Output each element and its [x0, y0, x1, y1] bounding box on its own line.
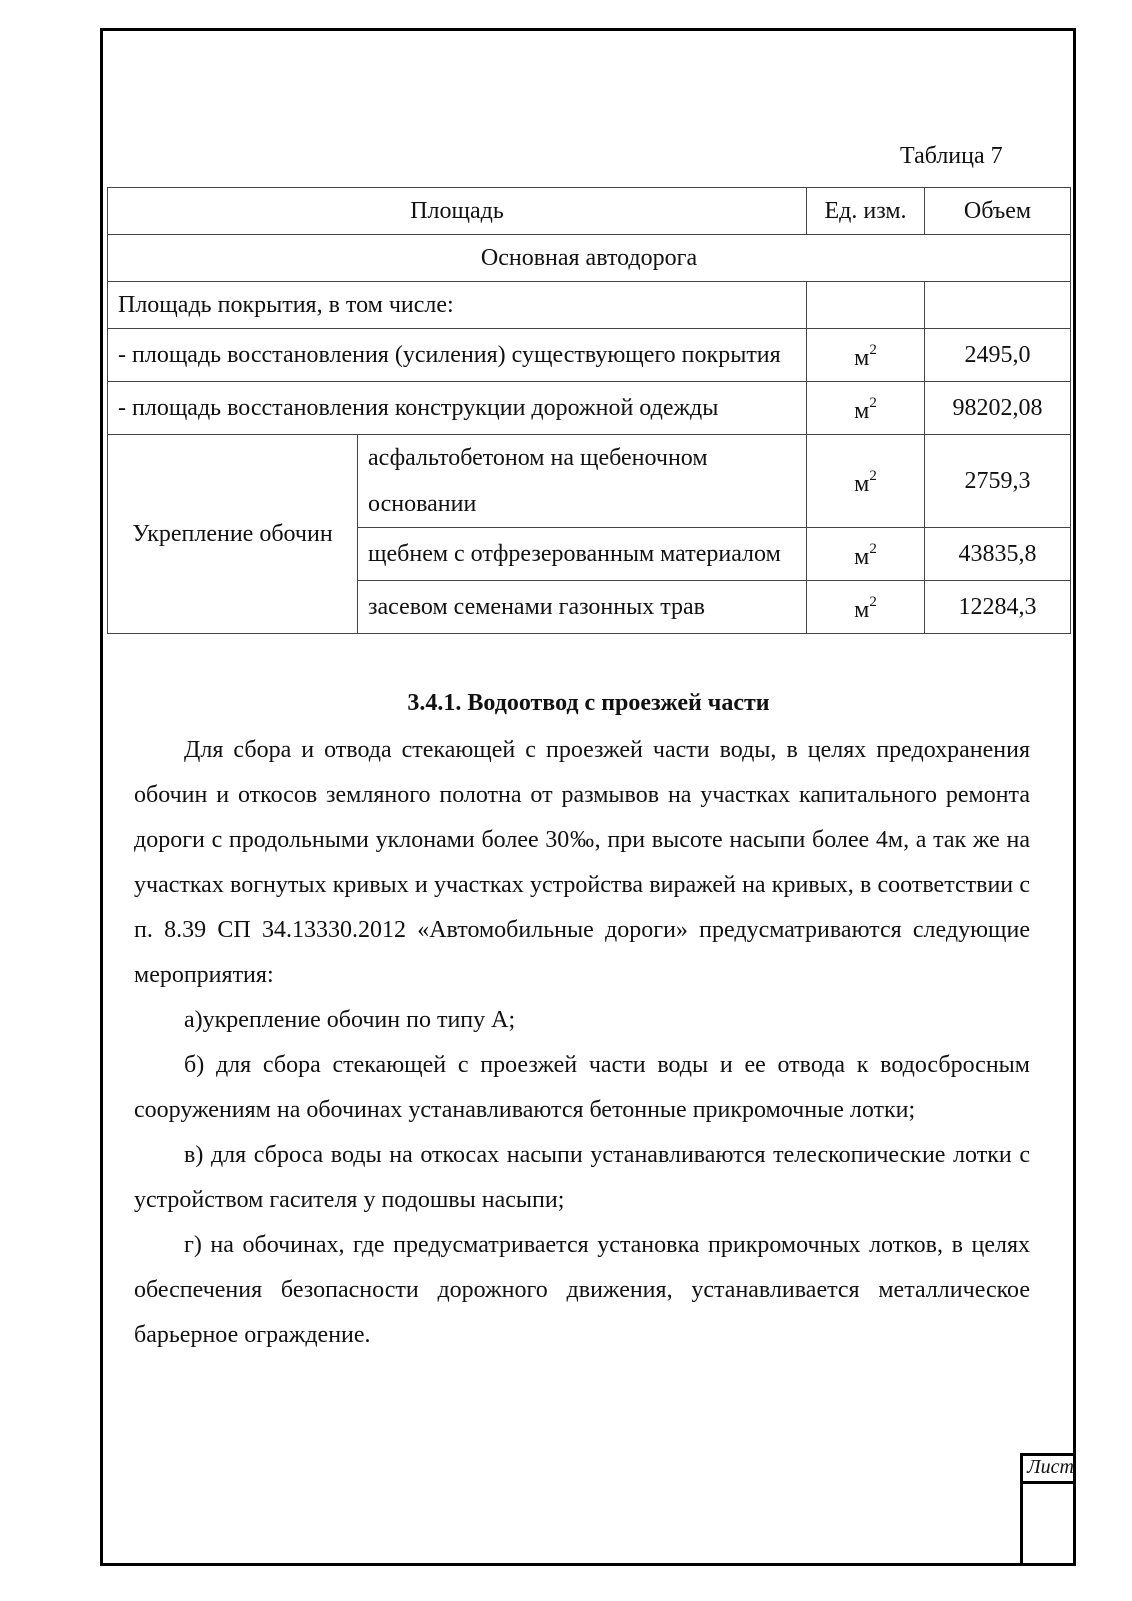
- row-label: асфальтобетоном на щебеночном основании: [358, 435, 807, 528]
- table-row: [108, 435, 1071, 528]
- section-heading: 3.4.1. Водоотвод с проезжей части: [407, 690, 770, 716]
- table-row: [108, 382, 1071, 435]
- row-unit: $м^2$: [807, 382, 925, 435]
- section-title: Основная автодорога: [108, 235, 1071, 282]
- row-value: 43835,8: [925, 528, 1071, 581]
- body-text: [134, 728, 1030, 1358]
- row-value: 2759,3: [925, 435, 1071, 528]
- table-row: [108, 329, 1071, 382]
- row-label: - площадь восстановления (усиления) существующего покрытия: [108, 329, 807, 382]
- paragraph: б) для сбора стекающей с проезжей части воды и ее отвода к водосбросным сооружениям на обочинах устанавливаются бетонные прикромочные лотки;: [134, 1052, 1030, 1123]
- header-area: Площадь: [108, 188, 807, 235]
- quantities-table: [107, 187, 1071, 634]
- table-header-row: [108, 188, 1071, 235]
- table-caption: Таблица 7: [900, 143, 1003, 169]
- paragraph: Для сбора и отвода стекающей с проезжей части воды, в целях предохранения обочин и откосов земляного полотна от размывов на участках капитального ремонта дороги с продольными уклонами более 30‰, при высоте насыпи более 4м, а так же на участках вогнутых кривых и участках устройства виражей на кривых, в соответствии с п. 8.39 СП 34.13330.2012 «Автомобильные дороги» предусматриваются следующие мероприятия:: [134, 737, 1030, 988]
- row-label: щебнем с отфрезерованным материалом: [358, 528, 807, 581]
- stamp-divider: [1023, 1453, 1076, 1456]
- row-unit: $м^2$: [807, 581, 925, 634]
- row-total-label: Площадь покрытия, в том числе:: [108, 282, 807, 329]
- row-value: 98202,08: [925, 382, 1071, 435]
- row-label: засевом семенами газонных трав: [358, 581, 807, 634]
- row-value: 2495,0: [925, 329, 1071, 382]
- header-unit: Ед. изм.: [807, 188, 925, 235]
- row-value: 12284,3: [925, 581, 1071, 634]
- row-unit: $м^2$: [807, 435, 925, 528]
- row-unit: $м^2$: [807, 528, 925, 581]
- paragraph: г) на обочинах, где предусматривается установка прикромочных лотков, в целях обеспечения безопасности дорожного движения, устанавливается металлическое барьерное ограждение.: [134, 1232, 1030, 1348]
- paragraph: а)укрепление обочин по типу А;: [184, 1007, 516, 1033]
- sheet-label: Лист: [1023, 1453, 1076, 1484]
- table-row: [108, 282, 1071, 329]
- row-unit: $м^2$: [807, 329, 925, 382]
- paragraph: в) для сброса воды на откосах насыпи устанавливаются телескопические лотки с устройством гасителя у подошвы насыпи;: [134, 1142, 1030, 1213]
- row-label: - площадь восстановления конструкции дорожной одежды: [108, 382, 807, 435]
- group-label: Укрепление обочин: [108, 435, 358, 634]
- section-row: [108, 235, 1071, 282]
- sheet-stamp: [1020, 1453, 1076, 1566]
- header-volume: Объем: [925, 188, 1071, 235]
- empty-cell: [925, 282, 1071, 329]
- empty-cell: [807, 282, 925, 329]
